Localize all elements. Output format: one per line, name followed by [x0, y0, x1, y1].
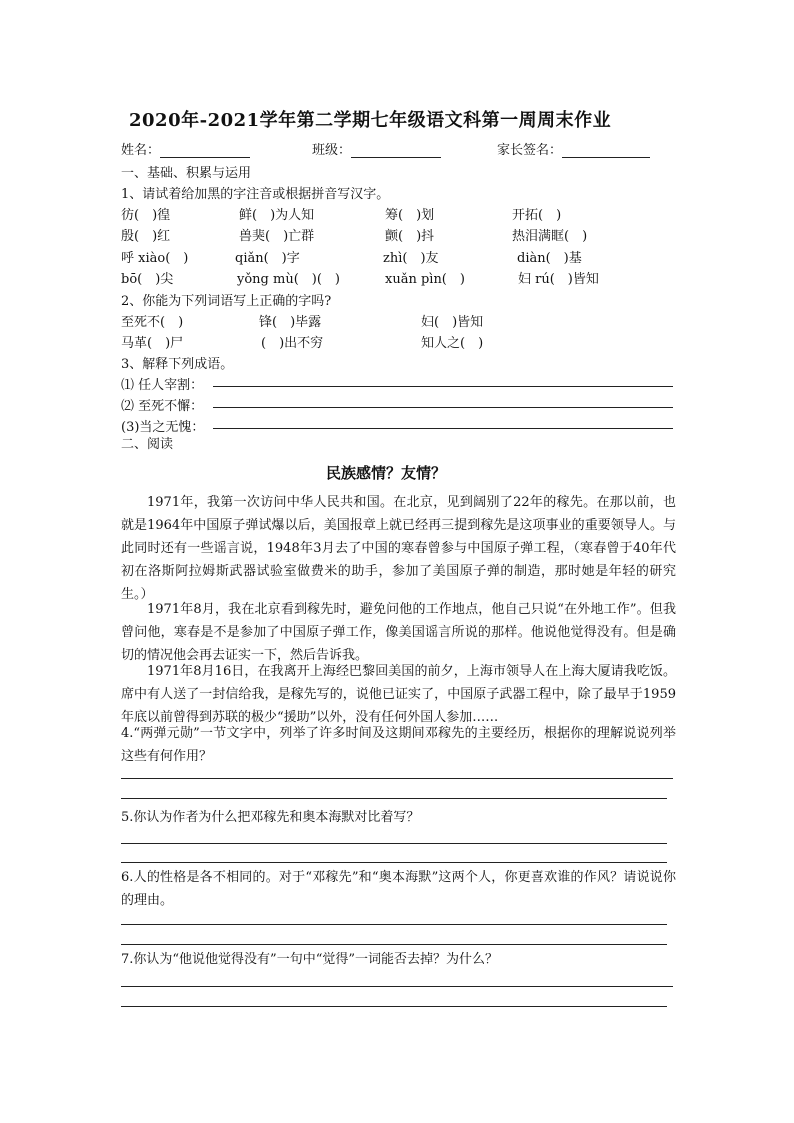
parent-signature-label: 家长签名：: [497, 139, 650, 158]
q3-item: ⑴ 任人宰割：: [121, 378, 204, 393]
q1-cell: 筹( )划: [385, 208, 435, 223]
q1-cell: 殷( )红: [121, 229, 171, 244]
answer-line[interactable]: [121, 924, 667, 925]
question-4-text: 4.“两弹元勋”一节文字中，列举了许多时间及这期间邓稼先的主要经历，根据你的理解说说列举这些有何作用？: [121, 726, 676, 764]
q1-cell: zhì( )友: [383, 251, 439, 266]
q1-cell: 彷( )徨: [121, 208, 171, 223]
question-6-text: 6.人的性格是各不相同的。对于“邓稼先”和“奥本海默”这两个人，你更喜欢谁的作风？请说说你的理由。: [121, 870, 676, 908]
answer-line[interactable]: [121, 843, 667, 844]
name-field[interactable]: [160, 143, 250, 158]
q3-item: (3)当之无愧：: [121, 420, 205, 435]
q2-cell: 马革( )尸: [121, 336, 184, 351]
q1-cell: bō( )尖: [121, 272, 174, 287]
answer-line[interactable]: [213, 428, 673, 429]
question-7-text: 7.你认为“他说他觉得没有”一句中“觉得”一词能否去掉？为什么？: [121, 952, 498, 967]
section-heading-2: 二、阅读: [121, 437, 174, 452]
q1-cell: 兽猆( )亡群: [239, 229, 315, 244]
q2-cell: 知人之( ): [421, 336, 484, 351]
class-label: 班级：: [312, 139, 441, 158]
passage-title: 民族感情？友情？: [326, 464, 447, 482]
class-field[interactable]: [351, 143, 441, 158]
answer-line[interactable]: [121, 986, 673, 987]
passage-paragraph: 1971年8月，我在北京看到稼先时，避免问他的工作地点，他自己只说“在外地工作”。但我曾问他，寒春是不是参加了中国原子弹工作，像美国谣言所说的那样。他说他觉得没有。但是确切的情况他会再去证实一下，然后告诉我。: [121, 602, 676, 663]
question-3-text: 3、解释下列成语。: [121, 357, 234, 372]
page-title: 2020年-2021学年第二学期七年级语文科第一周周末作业: [129, 110, 612, 131]
q1-cell: yǒng mù( )( ): [237, 272, 340, 287]
answer-line[interactable]: [213, 407, 673, 408]
q1-cell: 呼 xiào( ): [121, 251, 189, 266]
answer-line[interactable]: [121, 944, 667, 945]
q1-cell: 热泪满眶( ): [512, 229, 588, 244]
q1-cell: 鲜( )为人知: [239, 208, 315, 223]
q2-cell: ( )出不穷: [261, 336, 324, 351]
q1-cell: diàn( )基: [517, 251, 582, 266]
answer-line[interactable]: [121, 1006, 667, 1007]
q1-cell: 开拓( ): [512, 208, 562, 223]
q1-cell: xuǎn pìn( ): [385, 272, 465, 287]
q3-item: ⑵ 至死不懈：: [121, 399, 204, 414]
question-5-text: 5.你认为作者为什么把邓稼先和奥本海默对比着写？: [121, 810, 420, 825]
answer-line[interactable]: [121, 798, 667, 799]
answer-line[interactable]: [121, 778, 673, 779]
q1-cell: qiǎn( )字: [235, 251, 300, 266]
answer-line[interactable]: [121, 862, 667, 863]
passage-paragraph: 1971年，我第一次访问中华人民共和国。在北京，见到阔别了22年的稼先。在那以前，也就是1964年中国原子弹试爆以后，美国报章上就已经再三提到稼先是这项事业的重要领导人。与此同时还有一些谣言说，1948年3月去了中国的寒春曾参与中国原子弹工程，（寒春曾于40年代初在洛斯阿拉姆斯武器试验室做费米的助手，参加了美国原子弹的制造，那时她是年轻的研究生。）: [121, 495, 676, 602]
passage-paragraph: 1971年8月16日，在我离开上海经巴黎回美国的前夕，上海市领导人在上海大厦请我吃饭。席中有人送了一封信给我，是稼先写的，说他已证实了，中国原子武器工程中，除了最早于1959年底以前曾得到苏联的极少“援助”以外，没有任何外国人参加……: [121, 664, 676, 725]
name-label: 姓名：: [121, 139, 250, 158]
section-heading-1: 一、基础、积累与运用: [121, 166, 252, 181]
parent-signature-field[interactable]: [562, 143, 650, 158]
q2-cell: 锋( )毕露: [259, 315, 322, 330]
answer-line[interactable]: [213, 386, 673, 387]
q1-cell: 妇 rú( )皆知: [518, 272, 599, 287]
q2-cell: 妇( )皆知: [421, 315, 484, 330]
question-2-text: 2、你能为下列词语写上正确的字吗?: [121, 294, 332, 309]
q2-cell: 至死不( ): [121, 315, 184, 330]
q1-cell: 颤( )抖: [385, 229, 435, 244]
question-1-text: 1、请试着给加黑的字注音或根据拼音写汉字。: [121, 187, 390, 202]
